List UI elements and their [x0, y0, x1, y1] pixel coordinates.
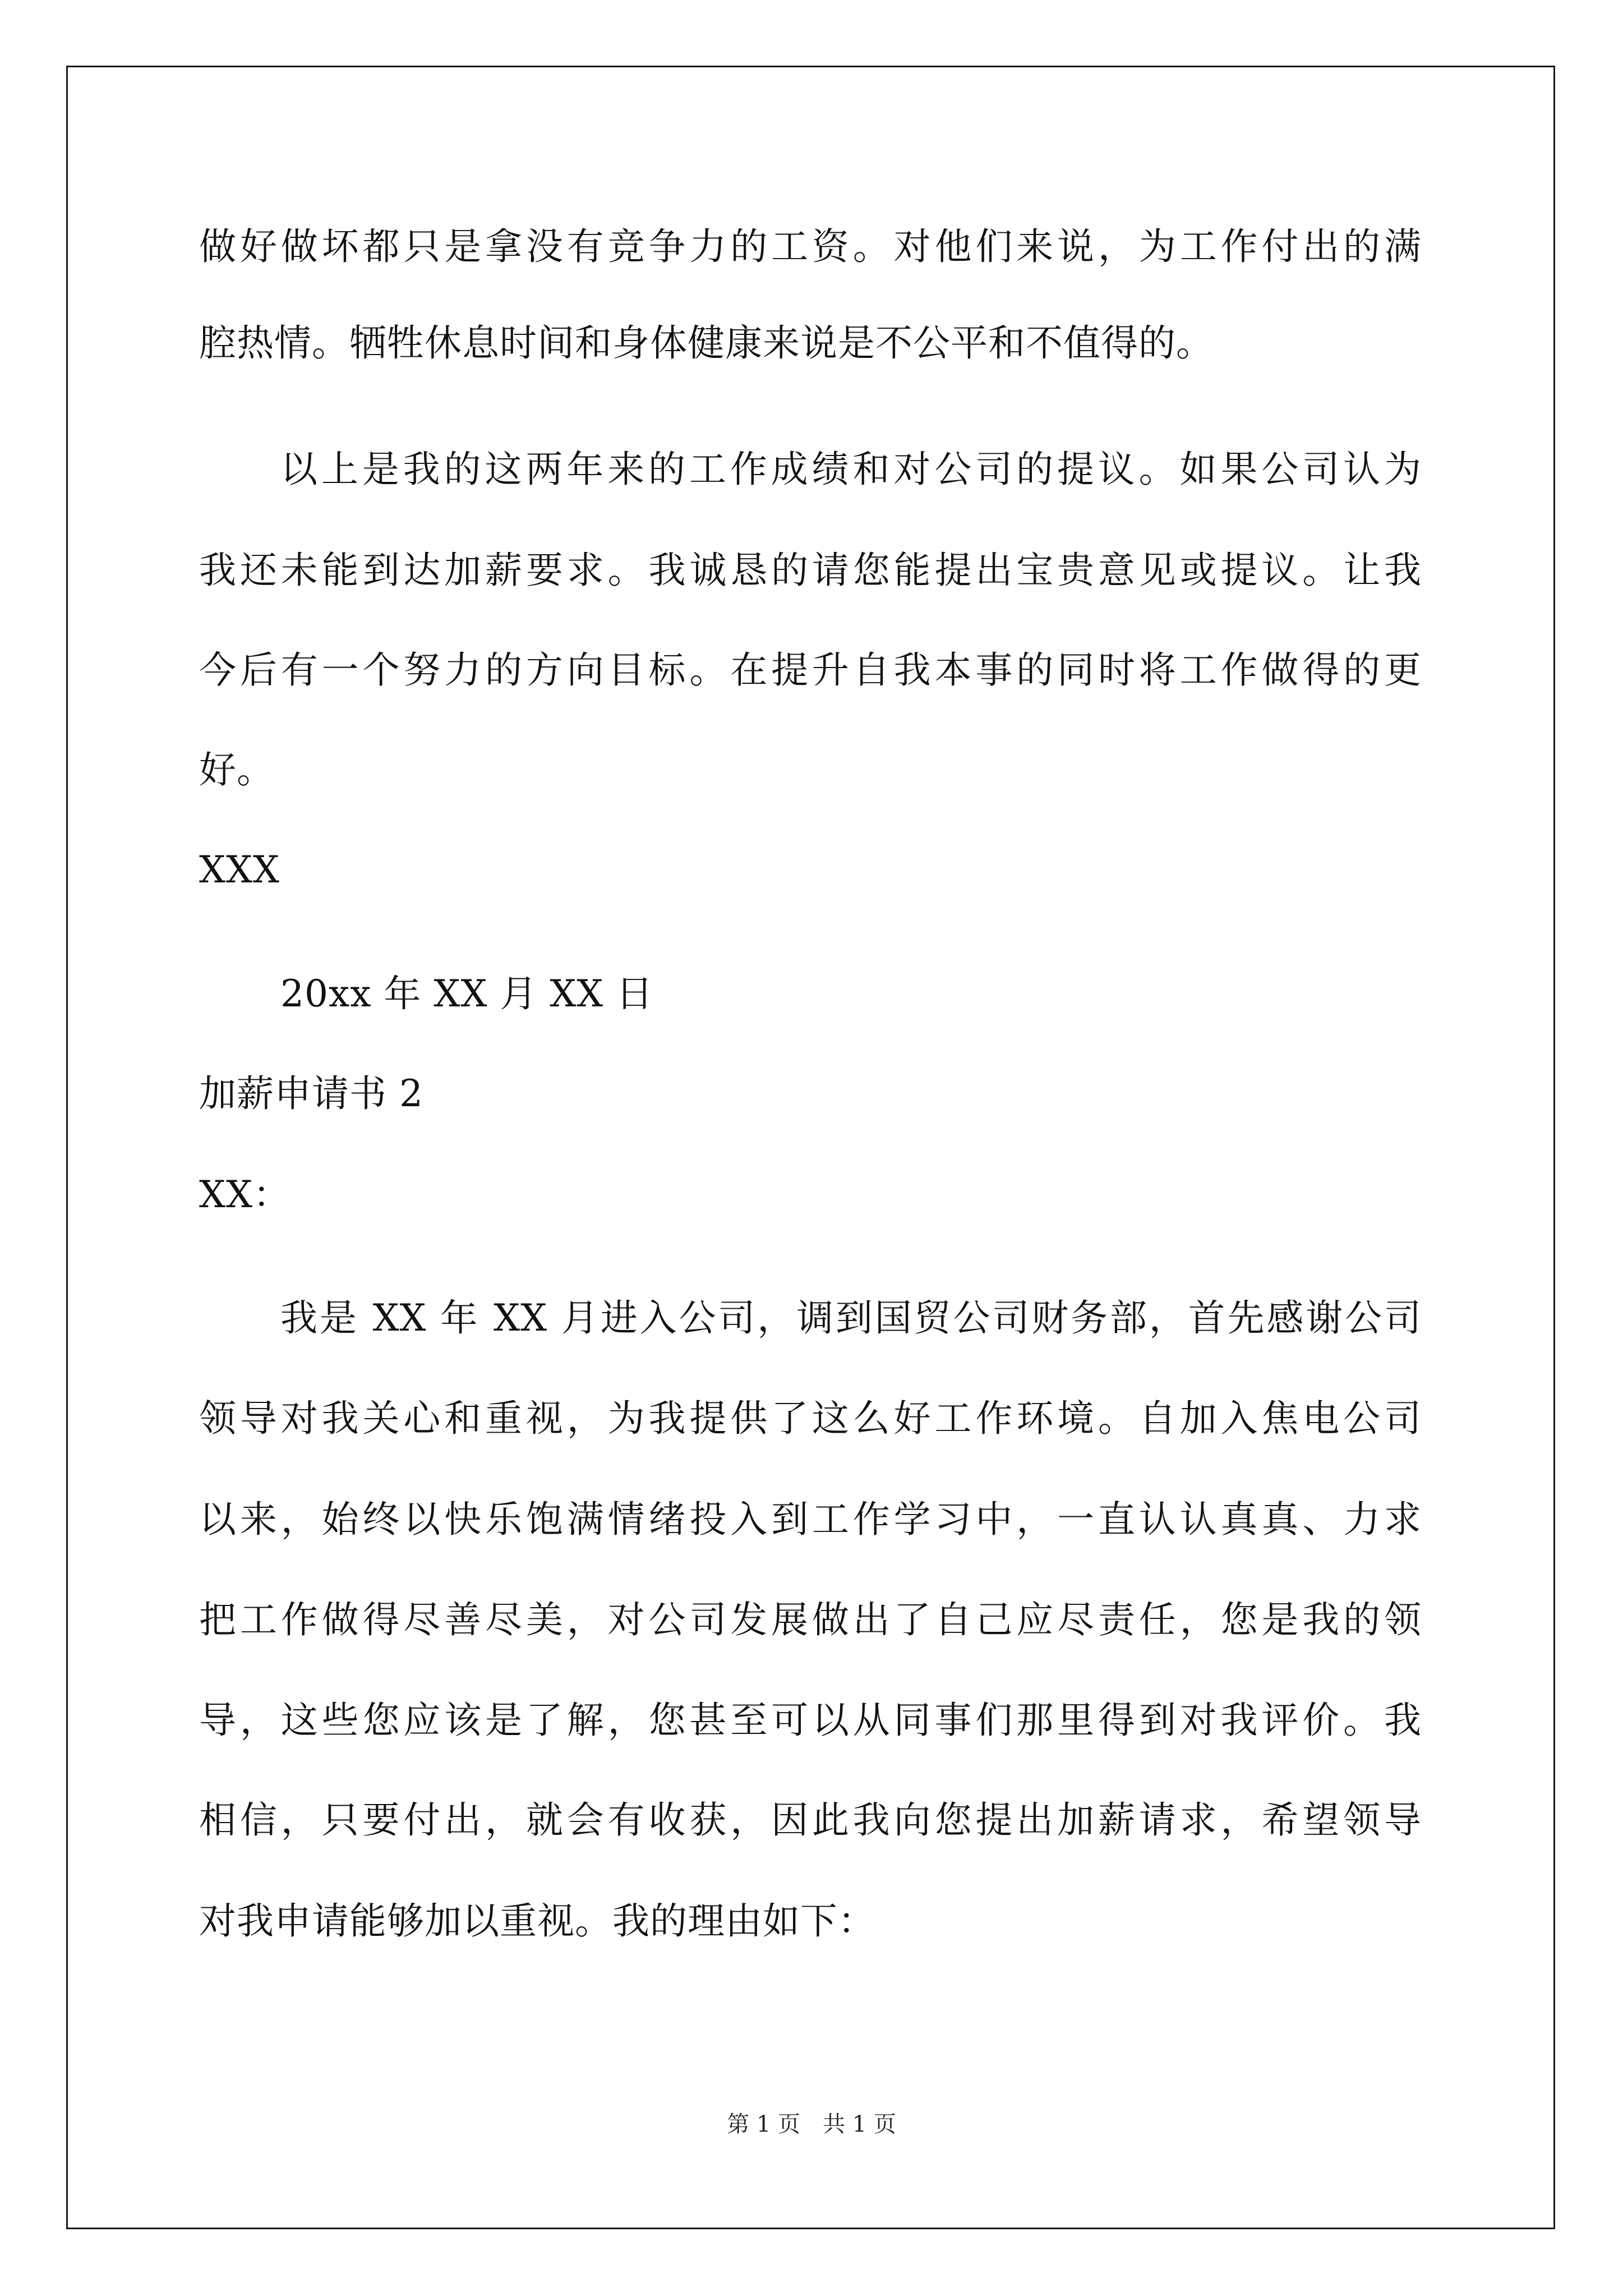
paragraph-line: 领导对我关心和重视，为我提供了这么好工作环境。自加入焦电公司	[199, 1397, 1422, 1440]
paragraph-line: 把工作做得尽善尽美，对公司发展做出了自己应尽责任，您是我的领	[199, 1598, 1422, 1641]
paragraph-line: 相信，只要付出，就会有收获，因此我向您提出加薪请求，希望领导	[199, 1798, 1422, 1842]
signature-name: XXX	[199, 848, 280, 891]
paragraph-line: 导，这些您应该是了解，您甚至可以从同事们那里得到对我评价。我	[199, 1699, 1422, 1742]
paragraph-line: 我是 XX 年 XX 月进入公司，调到国贸公司财务部，首先感谢公司	[280, 1296, 1422, 1340]
paragraph-line: 腔热情。牺牲休息时间和身体健康来说是不公平和不值得的。	[199, 321, 1214, 365]
paragraph-line: 我还未能到达加薪要求。我诚恳的请您能提出宝贵意见或提议。让我	[199, 549, 1422, 592]
section-title: 加薪申请书 2	[199, 1072, 423, 1115]
paragraph-line: 好。	[199, 748, 274, 792]
paragraph-line: 做好做坏都只是拿没有竞争力的工资。对他们来说，为工作付出的满	[199, 225, 1422, 268]
paragraph-line: 对我申请能够加以重视。我的理由如下：	[199, 1899, 875, 1943]
signature-date: 20xx 年 XX 月 XX 日	[280, 972, 654, 1015]
paragraph-line: 今后有一个努力的方向目标。在提升自我本事的同时将工作做得的更	[199, 648, 1422, 692]
page-number-footer: 第 1 页 共 1 页	[727, 2111, 896, 2137]
paragraph-line: 以来，始终以快乐饱满情绪投入到工作学习中，一直认认真真、力求	[199, 1498, 1422, 1541]
paragraph-line: 以上是我的这两年来的工作成绩和对公司的提议。如果公司认为	[280, 448, 1422, 491]
salutation: XX：	[199, 1173, 291, 1216]
